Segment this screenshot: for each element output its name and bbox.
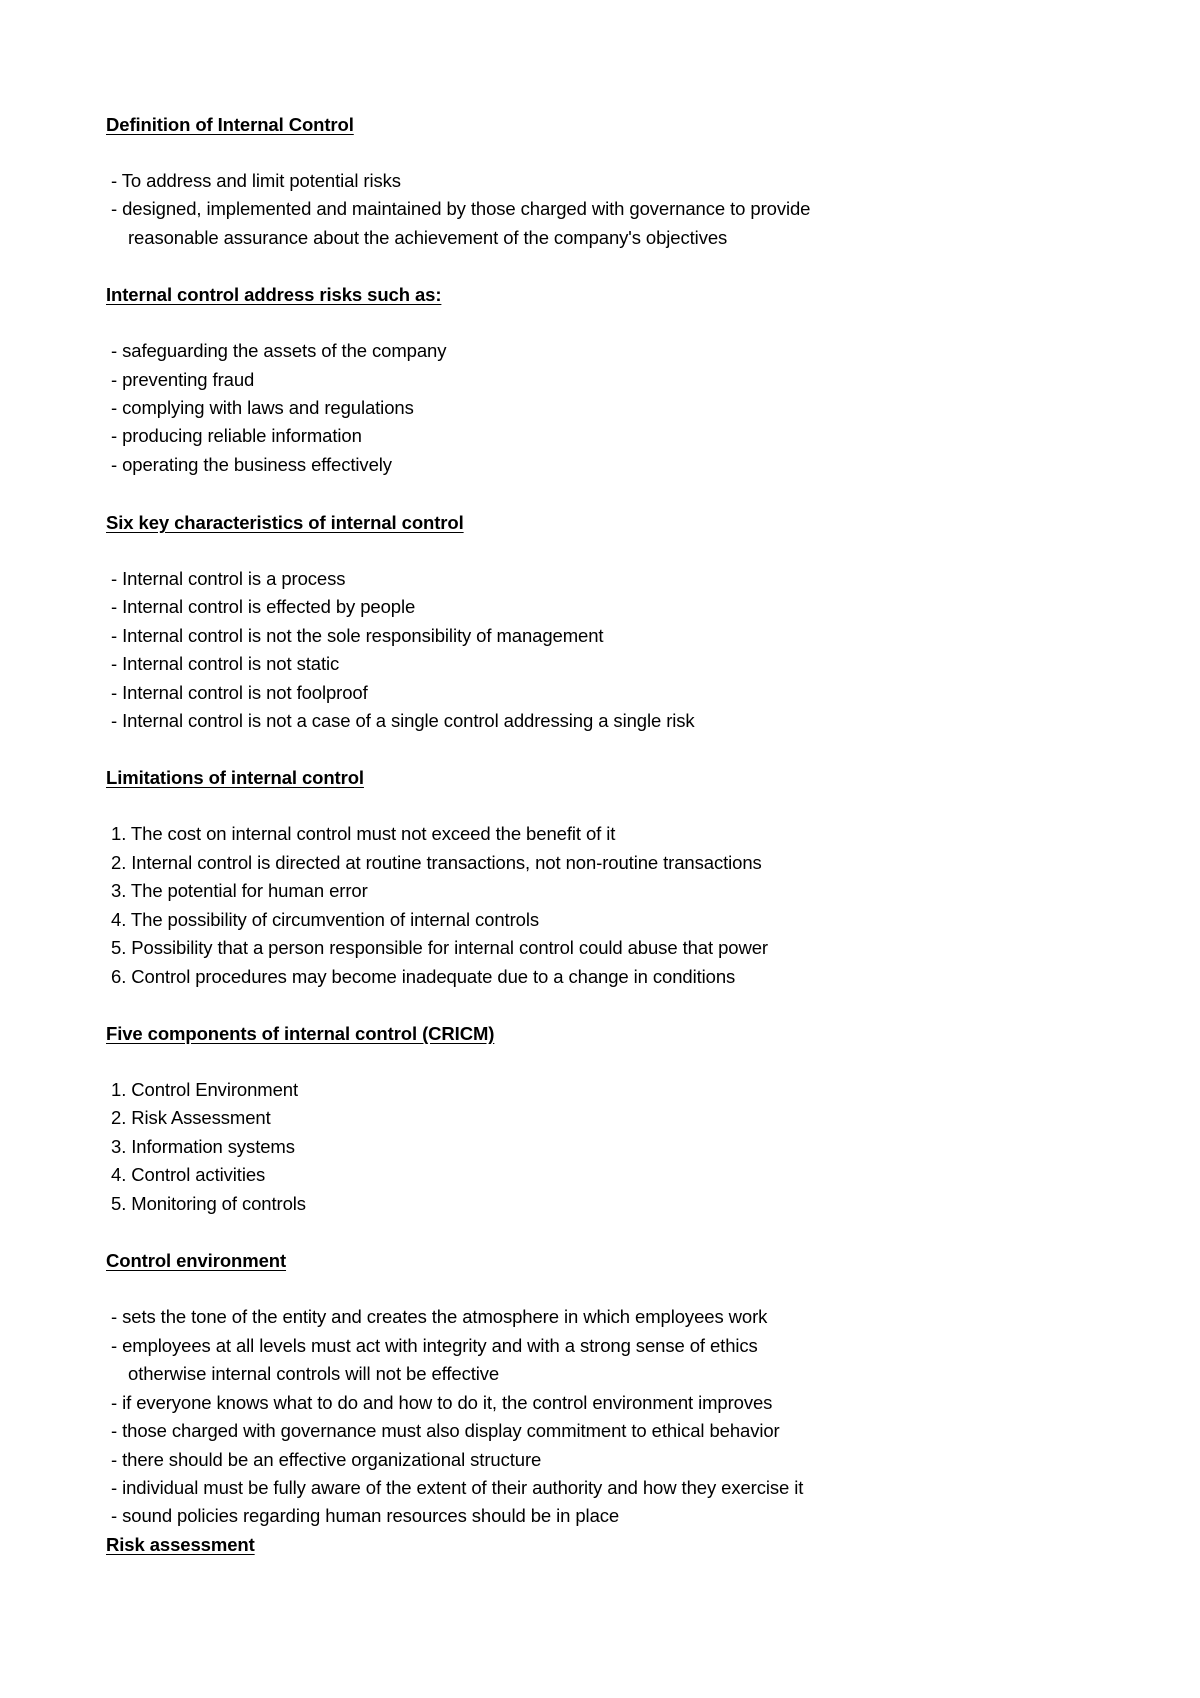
bullet-line: - producing reliable information bbox=[111, 425, 362, 446]
numbered-line: 1. Control Environment bbox=[111, 1079, 299, 1100]
bullet-line: - Internal control is not the sole responsibility of management bbox=[111, 625, 604, 646]
section-heading: Definition of Internal Control bbox=[106, 114, 354, 135]
numbered-line: 5. Monitoring of controls bbox=[111, 1193, 306, 1214]
bullet-line: - Internal control is not static bbox=[111, 653, 340, 674]
numbered-line: 3. The potential for human error bbox=[111, 880, 368, 901]
numbered-line: 4. Control activities bbox=[111, 1164, 266, 1185]
numbered-line: 5. Possibility that a person responsible for internal control could abuse that power bbox=[111, 937, 768, 958]
section-heading: Limitations of internal control bbox=[106, 767, 364, 788]
bullet-line: - sound policies regarding human resources should be in place bbox=[111, 1505, 620, 1526]
bullet-line: - those charged with governance must also display commitment to ethical behavior bbox=[111, 1420, 780, 1441]
bullet-line: - sets the tone of the entity and creates the atmosphere in which employees work bbox=[111, 1306, 768, 1327]
section-heading: Internal control address risks such as: bbox=[106, 284, 442, 305]
bullet-line: - To address and limit potential risks bbox=[111, 170, 401, 191]
bullet-line: - there should be an effective organizational structure bbox=[111, 1449, 542, 1470]
bullet-line: - Internal control is not foolproof bbox=[111, 682, 368, 703]
bullet-line: - if everyone knows what to do and how to do it, the control environment improves bbox=[111, 1392, 773, 1413]
numbered-line: 2. Internal control is directed at routine transactions, not non-routine transactions bbox=[111, 852, 762, 873]
bullet-line: - complying with laws and regulations bbox=[111, 397, 414, 418]
section-heading: Five components of internal control (CRICM) bbox=[106, 1023, 495, 1044]
bullet-continuation: reasonable assurance about the achievement of the company's objectives bbox=[128, 227, 728, 248]
section-heading: Control environment bbox=[106, 1250, 287, 1271]
bullet-line: - Internal control is not a case of a single control addressing a single risk bbox=[111, 710, 695, 731]
bullet-line: - safeguarding the assets of the company bbox=[111, 340, 447, 361]
numbered-line: 6. Control procedures may become inadequate due to a change in conditions bbox=[111, 966, 736, 987]
section-heading: Risk assessment bbox=[106, 1534, 255, 1555]
bullet-line: - employees at all levels must act with integrity and with a strong sense of ethics bbox=[111, 1335, 758, 1356]
bullet-line: - preventing fraud bbox=[111, 369, 255, 390]
bullet-line: - individual must be fully aware of the extent of their authority and how they exercise it bbox=[111, 1477, 804, 1498]
bullet-line: - Internal control is effected by people bbox=[111, 596, 416, 617]
section-heading: Six key characteristics of internal control bbox=[106, 512, 464, 533]
numbered-line: 1. The cost on internal control must not exceed the benefit of it bbox=[111, 823, 616, 844]
bullet-line: - Internal control is a process bbox=[111, 568, 346, 589]
bullet-continuation: otherwise internal controls will not be effective bbox=[128, 1363, 500, 1384]
numbered-line: 4. The possibility of circumvention of internal controls bbox=[111, 909, 539, 930]
numbered-line: 2. Risk Assessment bbox=[111, 1107, 271, 1128]
bullet-line: - designed, implemented and maintained by those charged with governance to provide bbox=[111, 198, 811, 219]
numbered-line: 3. Information systems bbox=[111, 1136, 295, 1157]
bullet-line: - operating the business effectively bbox=[111, 454, 392, 475]
